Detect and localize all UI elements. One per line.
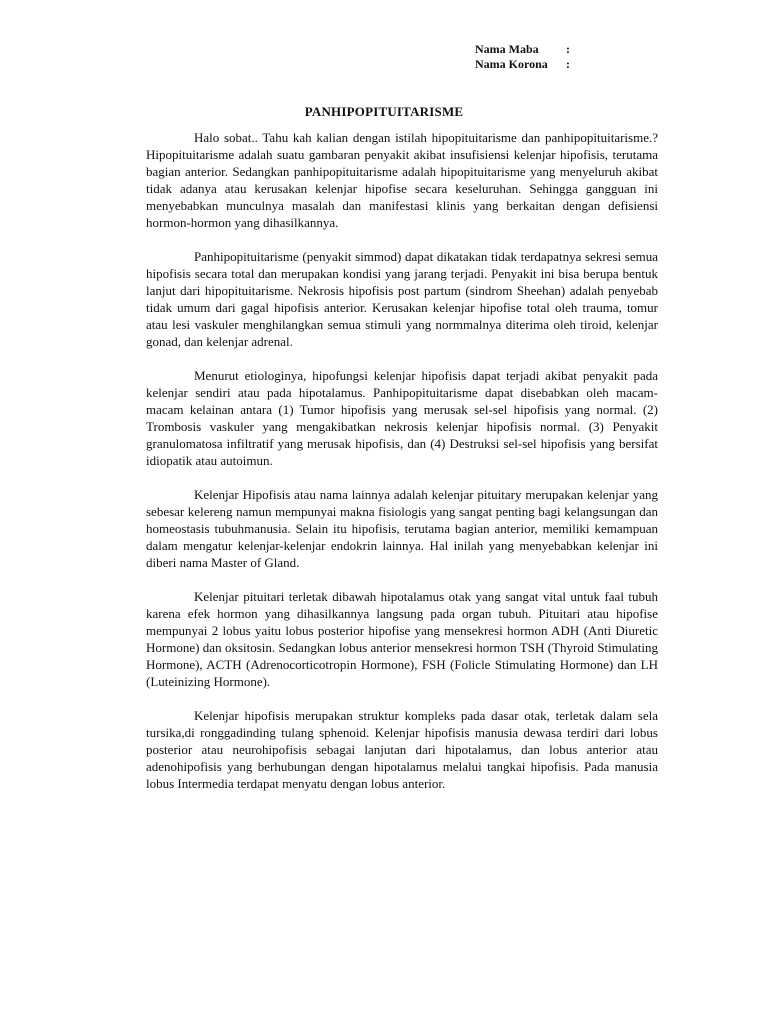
paragraph: Kelenjar hipofisis merupakan struktur kompleks pada dasar otak, terletak dalam sela tursika,di ronggadinding tulang sphenoid. Kelenjar hipofisis manusia dewasa terdiri dari lobus posterior atau neurohipofisis sebagai lanjutan dari hipotalamus, dan lobus anterior atau adenohipofisis yang berhubungan dengan hipotalamus melalui tangkai hipofisis. Pada manusia lobus Intermedia terdapat menyatu dengan lobus anterior. bbox=[146, 708, 658, 791]
header-fields bbox=[475, 42, 576, 72]
field-nama-maba bbox=[475, 42, 576, 57]
field-colon: : bbox=[566, 57, 570, 71]
paragraph: Menurut etiologinya, hipofungsi kelenjar hipofisis dapat terjadi akibat penyakit pada kelenjar sendiri atau pada hipotalamus. Panhipopituitarisme dapat disebabkan oleh macam-macam kelainan antara (1) Tumor hipofisis yang merusak sel-sel hipofisis yang normal. (2) Trombosis vaskuler yang mengakibatkan nekrosis kelenjar hipofisis normal. (3) Penyakit granulomatosa infiltratif yang merusak hipofisis, dan (4) Destruksi sel-sel hipofisis yang bersifat idiopatik atau autoimun. bbox=[146, 368, 658, 468]
field-nama-korona bbox=[475, 57, 576, 72]
paragraph: Panhipopituitarisme (penyakit simmod) dapat dikatakan tidak terdapatnya sekresi semua hipofisis secara total dan merupakan kondisi yang jarang terjadi. Penyakit ini bisa berupa bentuk lanjut dari hipopituitarisme. Nekrosis hipofisis post partum (sindrom Sheehan) adalah penyebab tidak umum dari gagal hipofisis anterior. Kerusakan kelenjar hipofise total oleh trauma, tomur atau lesi vaskuler menghilangkan semua stimuli yang normmalnya diterima oleh tiroid, kelenjar gonad, dan kelenjar adrenal. bbox=[146, 249, 658, 349]
field-label: Nama Korona bbox=[475, 57, 548, 71]
field-label: Nama Maba bbox=[475, 42, 539, 56]
paragraph: Halo sobat.. Tahu kah kalian dengan istilah hipopituitarisme dan panhipopituitarisme.? Hipopituitarisme adalah suatu gambaran penyakit akibat insufisiensi kelenjar hipofisis, terutama bagian anterior. Sedangkan panhipopituitarisme adalah hipopituitarisme yang menyeluruh akibat tidak adanya atau kerusakan kelenjar hipofise secara keseluruhan. Sehingga gangguan ini menyebabkan munculnya masalah dan manifestasi klinis yang berkaitan dengan defisiensi hormon-hormon yang dihasilkannya. bbox=[146, 130, 658, 230]
document-title: PANHIPOPITUITARISME bbox=[304, 104, 464, 119]
document-body bbox=[146, 129, 658, 809]
field-colon: : bbox=[566, 42, 570, 56]
paragraph: Kelenjar pituitari terletak dibawah hipotalamus otak yang sangat vital untuk faal tubuh karena efek hormon yang dihasilkannya langsung pada organ tubuh. Pituitari atau hipofise mempunyai 2 lobus yaitu lobus posterior hipofise yang mensekresi hormon ADH (Anti Diuretic Hormone) dan oksitosin. Sedangkan lobus anterior mensekresi hormon TSH (Thyroid Stimulating Hormone), ACTH (Adrenocorticotropin Hormone), FSH (Folicle Stimulating Hormone) dan LH (Luteinizing Hormone). bbox=[146, 589, 658, 689]
paragraph: Kelenjar Hipofisis atau nama lainnya adalah kelenjar pituitary merupakan kelenjar yang sebesar kelereng namun mempunyai makna fisiologis yang sangat penting bagi kelangsungan dan homeostasis tubuhmanusia. Selain itu hipofisis, terutama bagian anterior, memiliki kemampuan dalam mengatur kelenjar-kelenjar endokrin lainnya. Hal inilah yang menyebabkan kelenjar ini diberi nama Master of Gland. bbox=[146, 487, 658, 570]
